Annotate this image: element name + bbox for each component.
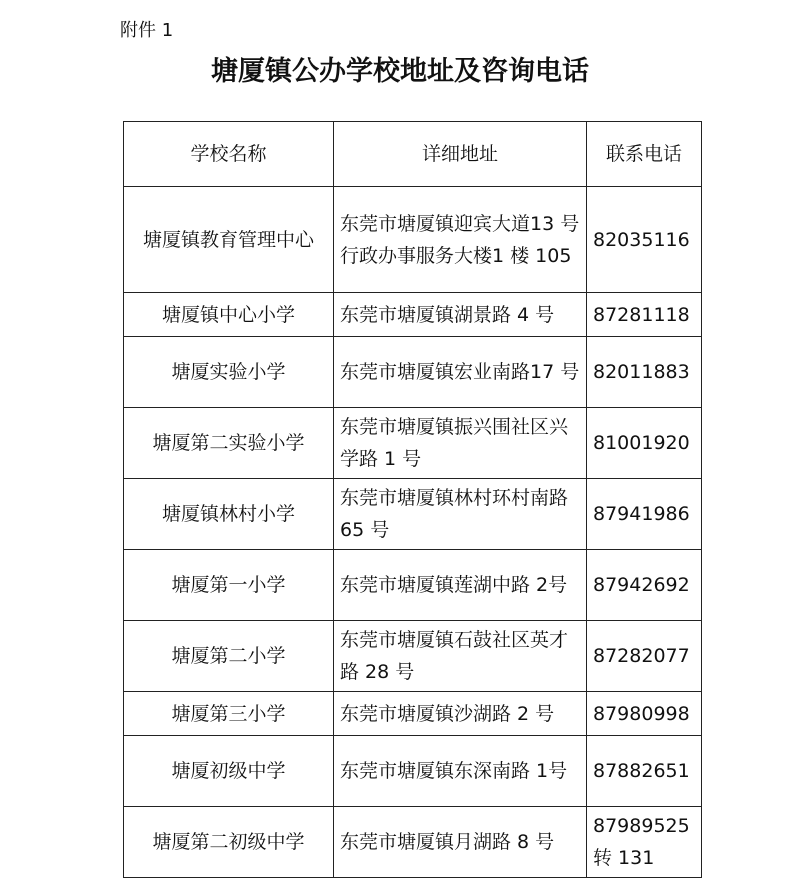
table-row — [124, 736, 702, 807]
header-school-name: 学校名称 — [124, 122, 334, 187]
phone-cell: 87882651 — [587, 736, 702, 807]
address-cell: 东莞市塘厦镇林村环村南路 65 号 — [334, 479, 587, 550]
school-name-cell: 塘厦第二实验小学 — [124, 408, 334, 479]
address-cell: 东莞市塘厦镇月湖路 8 号 — [334, 807, 587, 878]
phone-cell: 81001920 — [587, 408, 702, 479]
school-name-cell: 塘厦第二小学 — [124, 621, 334, 692]
school-name-cell: 塘厦第一小学 — [124, 550, 334, 621]
table-row — [124, 692, 702, 736]
address-cell: 东莞市塘厦镇湖景路 4 号 — [334, 293, 587, 337]
document-title: 塘厦镇公办学校地址及咨询电话 — [211, 56, 589, 87]
address-cell: 东莞市塘厦镇振兴围社区兴学路 1 号 — [334, 408, 587, 479]
address-cell: 东莞市塘厦镇宏业南路17 号 — [334, 337, 587, 408]
address-cell: 东莞市塘厦镇沙湖路 2 号 — [334, 692, 587, 736]
table-row — [124, 621, 702, 692]
phone-cell: 87942692 — [587, 550, 702, 621]
school-contact-table — [123, 121, 702, 878]
address-cell: 东莞市塘厦镇东深南路 1号 — [334, 736, 587, 807]
table-row — [124, 807, 702, 878]
phone-cell: 87941986 — [587, 479, 702, 550]
phone-cell: 82035116 — [587, 187, 702, 293]
table-header-row — [124, 122, 702, 187]
header-address: 详细地址 — [334, 122, 587, 187]
address-cell: 东莞市塘厦镇莲湖中路 2号 — [334, 550, 587, 621]
header-phone: 联系电话 — [587, 122, 702, 187]
table-row — [124, 337, 702, 408]
address-cell: 东莞市塘厦镇石鼓社区英才路 28 号 — [334, 621, 587, 692]
school-name-cell: 塘厦镇教育管理中心 — [124, 187, 334, 293]
phone-cell: 87989525转 131 — [587, 807, 702, 878]
phone-cell: 87980998 — [587, 692, 702, 736]
table-row — [124, 550, 702, 621]
phone-cell: 82011883 — [587, 337, 702, 408]
school-name-cell: 塘厦第三小学 — [124, 692, 334, 736]
phone-cell: 87282077 — [587, 621, 702, 692]
table-row — [124, 293, 702, 337]
address-cell: 东莞市塘厦镇迎宾大道13 号行政办事服务大楼1 楼 105 — [334, 187, 587, 293]
school-name-cell: 塘厦实验小学 — [124, 337, 334, 408]
school-name-cell: 塘厦第二初级中学 — [124, 807, 334, 878]
phone-cell: 87281118 — [587, 293, 702, 337]
school-name-cell: 塘厦镇中心小学 — [124, 293, 334, 337]
attachment-label: 附件 1 — [120, 20, 174, 41]
table-row — [124, 408, 702, 479]
school-name-cell: 塘厦初级中学 — [124, 736, 334, 807]
table-row — [124, 187, 702, 293]
school-name-cell: 塘厦镇林村小学 — [124, 479, 334, 550]
table-row — [124, 479, 702, 550]
